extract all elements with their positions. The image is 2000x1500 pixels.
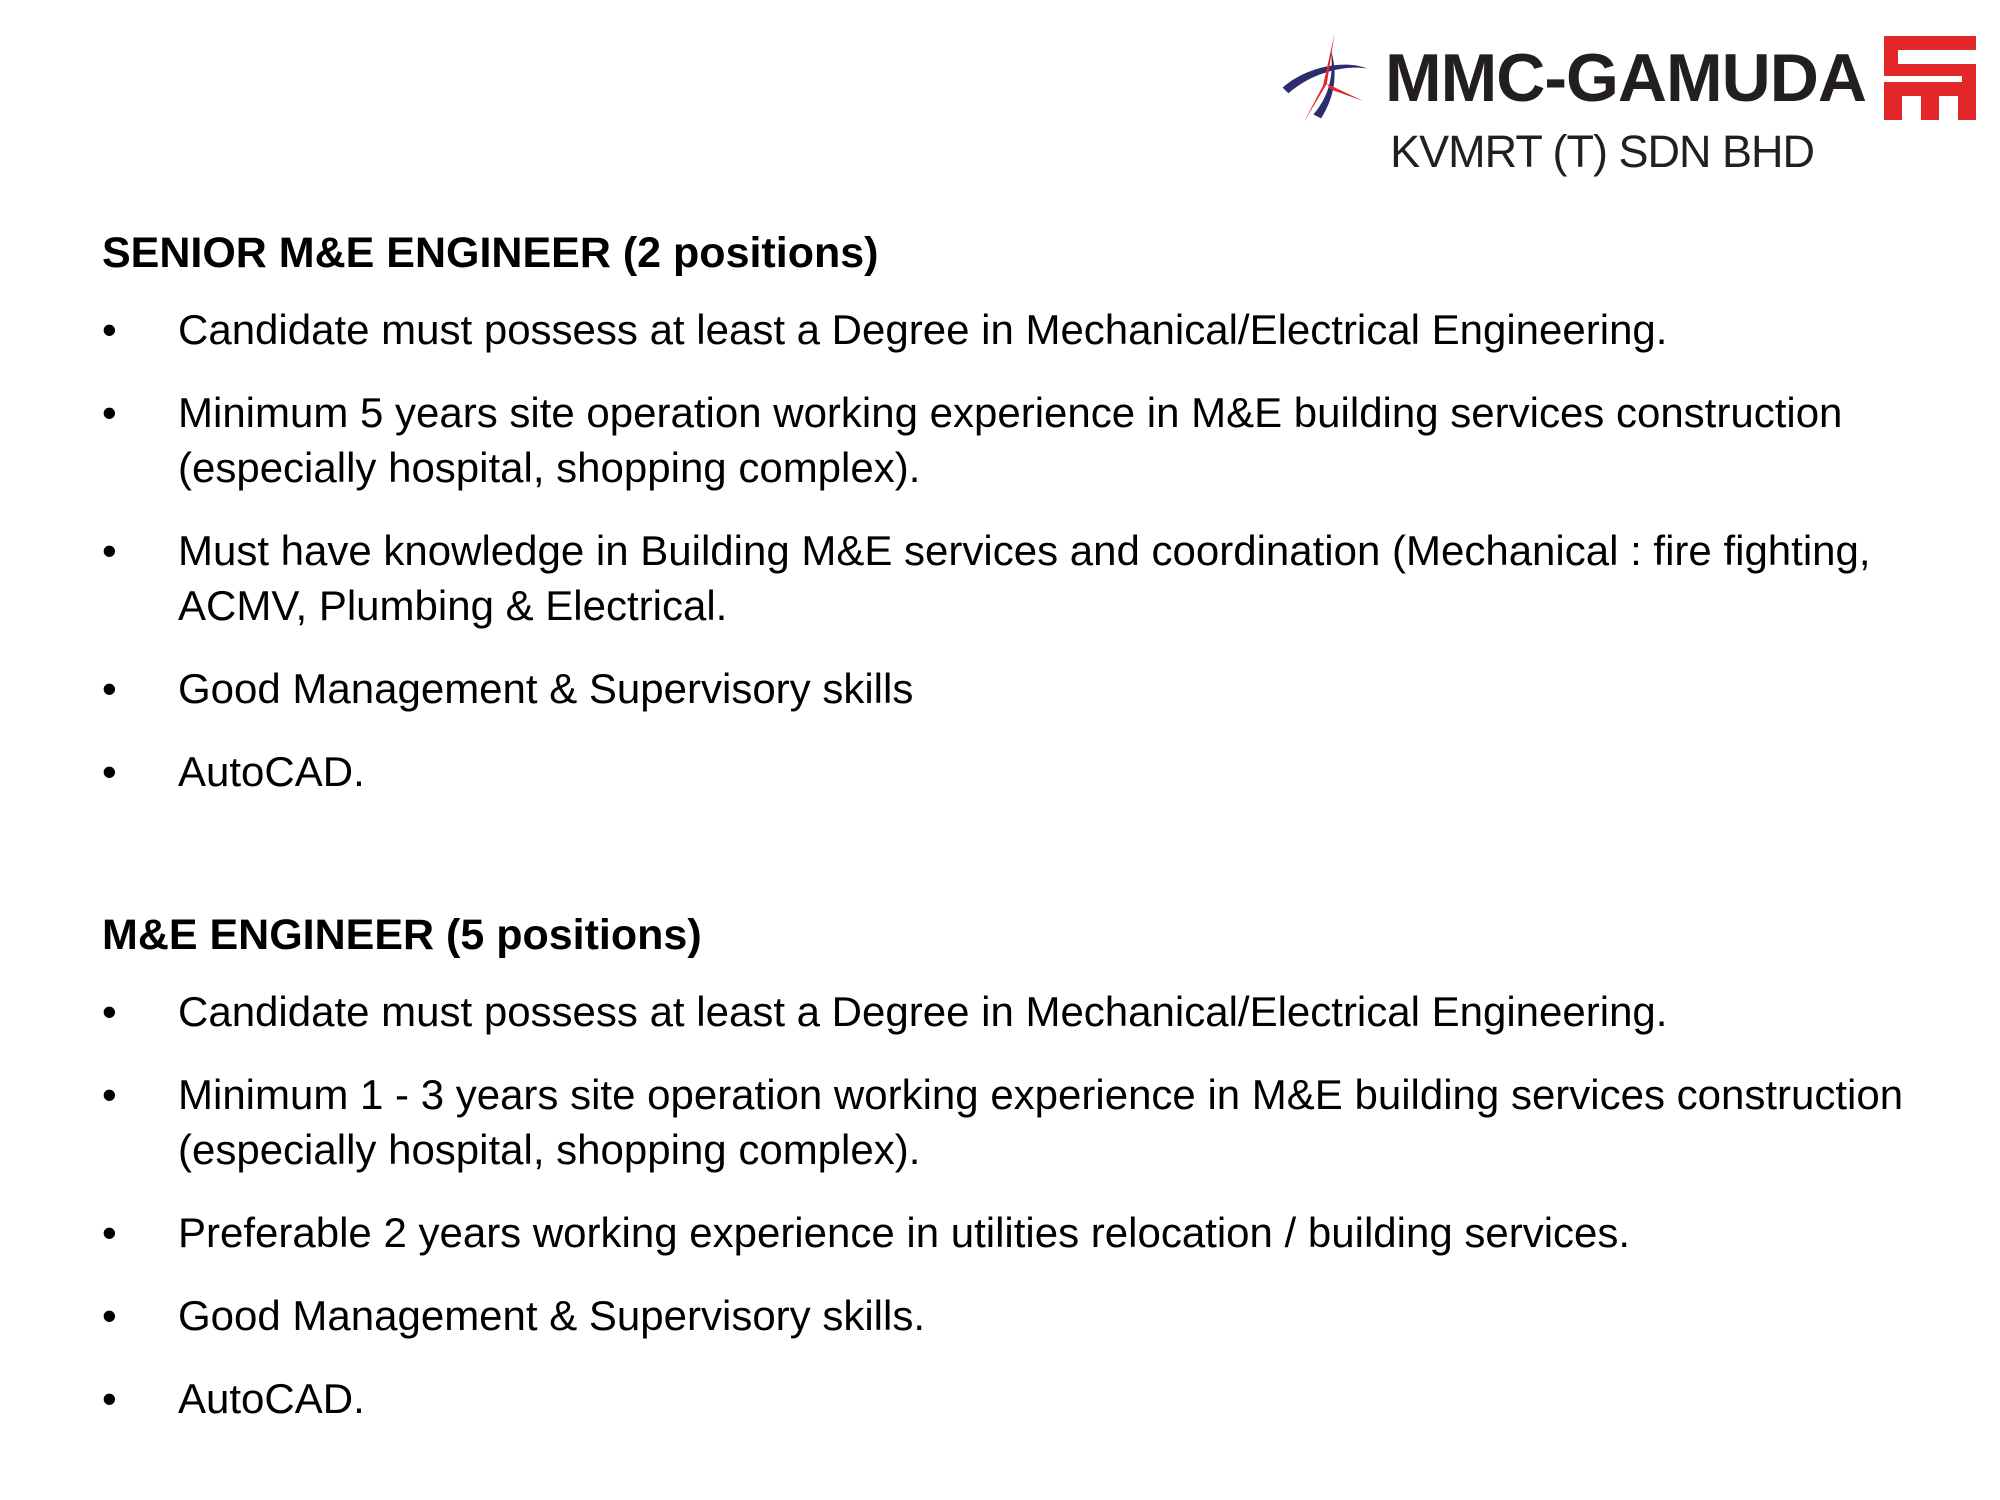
requirement-text: Preferable 2 years working experience in utilities relocation / building services. (178, 1209, 1631, 1256)
requirement-text: Candidate must possess at least a Degree in Mechanical/Electrical Engineering. (178, 988, 1668, 1035)
company-name: MMC-GAMUDA (1384, 40, 1866, 116)
bullet-icon: • (102, 1375, 117, 1422)
section-title: M&E ENGINEER (5 positions) (102, 911, 702, 959)
bullet-icon: • (102, 1292, 117, 1339)
requirement-text: Good Management & Supervisory skills. (178, 1292, 925, 1339)
bullet-icon: • (102, 748, 117, 795)
bullet-icon: • (102, 988, 117, 1035)
requirement-text: Minimum 1 - 3 years site operation working experience in M&E building services construction (especially hospital, shopping complex). (178, 1071, 1904, 1173)
list-item (102, 385, 1942, 495)
requirements-list (102, 302, 1942, 799)
bullet-icon: • (102, 389, 117, 436)
list-item (102, 523, 1942, 633)
company-logo (1176, 18, 1976, 178)
list-item (102, 661, 1942, 716)
bullet-icon: • (102, 1209, 117, 1256)
list-item (102, 1371, 1942, 1426)
job-listings (102, 222, 1942, 1454)
list-item (102, 744, 1942, 799)
requirement-text: AutoCAD. (178, 748, 365, 795)
star-orbit-emblem-icon (1275, 30, 1371, 126)
engineer-section (102, 904, 1942, 1426)
list-item (102, 302, 1942, 357)
gamuda-monogram-icon (1884, 36, 1976, 120)
list-item (102, 1205, 1942, 1260)
requirement-text: AutoCAD. (178, 1375, 365, 1422)
section-title: SENIOR M&E ENGINEER (2 positions) (102, 229, 879, 277)
requirement-text: Good Management & Supervisory skills (178, 665, 914, 712)
bullet-icon: • (102, 1071, 117, 1118)
requirement-text: Minimum 5 years site operation working experience in M&E building services construction (especially hospital, shopping complex). (178, 389, 1843, 491)
requirement-text: Candidate must possess at least a Degree in Mechanical/Electrical Engineering. (178, 306, 1668, 353)
list-item (102, 1067, 1942, 1177)
list-item (102, 984, 1942, 1039)
bullet-icon: • (102, 306, 117, 353)
senior-engineer-section (102, 222, 1942, 799)
bullet-icon: • (102, 527, 117, 574)
logo-row (1275, 28, 1976, 128)
bullet-icon: • (102, 665, 117, 712)
company-subtitle: KVMRT (T) SDN BHD (1390, 126, 1814, 177)
requirements-list (102, 984, 1942, 1426)
list-item (102, 1288, 1942, 1343)
requirement-text: Must have knowledge in Building M&E services and coordination (Mechanical : fire fighting, ACMV, Plumbing & Electrical. (178, 527, 1871, 629)
